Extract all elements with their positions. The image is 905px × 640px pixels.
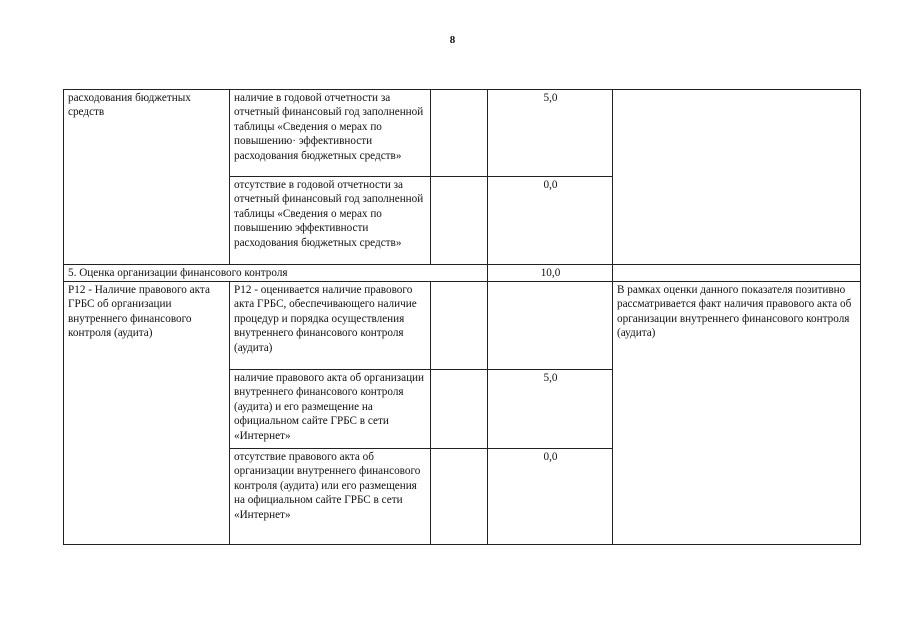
section-title: 5. Оценка организации финансового контроля (64, 265, 488, 282)
section-score: 10,0 (488, 265, 613, 282)
condition-cell: отсутствие в годовой отчетности за отчетный финансовый год заполненной таблицы «Сведения о мерах по повышению эффективности расходования бюджетных средств» (230, 177, 431, 265)
score-cell: 5,0 (488, 90, 613, 177)
empty-cell (431, 370, 488, 449)
empty-cell (431, 90, 488, 177)
table-row (64, 282, 861, 370)
description-cell: Р12 - оценивается наличие правового акта ГРБС, обеспечивающего наличие процедур и порядка осуществления внутреннего финансового контроля (аудита) (230, 282, 431, 370)
condition-cell: отсутствие правового акта об организации внутреннего финансового контроля (аудита) или его размещения на официальном сайте ГРБС в сети «Интернет» (230, 449, 431, 545)
empty-cell (431, 449, 488, 545)
empty-cell (488, 282, 613, 370)
empty-cell (613, 265, 861, 282)
score-cell: 0,0 (488, 449, 613, 545)
criterion-cell: Р12 - Наличие правового акта ГРБС об организации внутреннего финансового контроля (аудита) (64, 282, 230, 545)
empty-cell (431, 282, 488, 370)
condition-cell: наличие правового акта об организации внутреннего финансового контроля (аудита) и его размещение на официальном сайте ГРБС в сети «Интернет» (230, 370, 431, 449)
indicators-table (63, 89, 861, 545)
page-number: 8 (449, 34, 456, 46)
empty-cell (431, 177, 488, 265)
condition-cell: наличие в годовой отчетности за отчетный финансовый год заполненной таблицы «Сведения о мерах по повышению· эффективности расходования бюджетных средств» (230, 90, 431, 177)
comment-cell: В рамках оценки данного показателя позитивно рассматривается факт наличия правового акта об организации внутреннего финансового контроля (аудита) (613, 282, 861, 545)
table-row (64, 90, 861, 177)
score-cell: 0,0 (488, 177, 613, 265)
comment-cell (613, 90, 861, 265)
criterion-cell: расходования бюджетных средств (64, 90, 230, 265)
section-row (64, 265, 861, 282)
score-cell: 5,0 (488, 370, 613, 449)
